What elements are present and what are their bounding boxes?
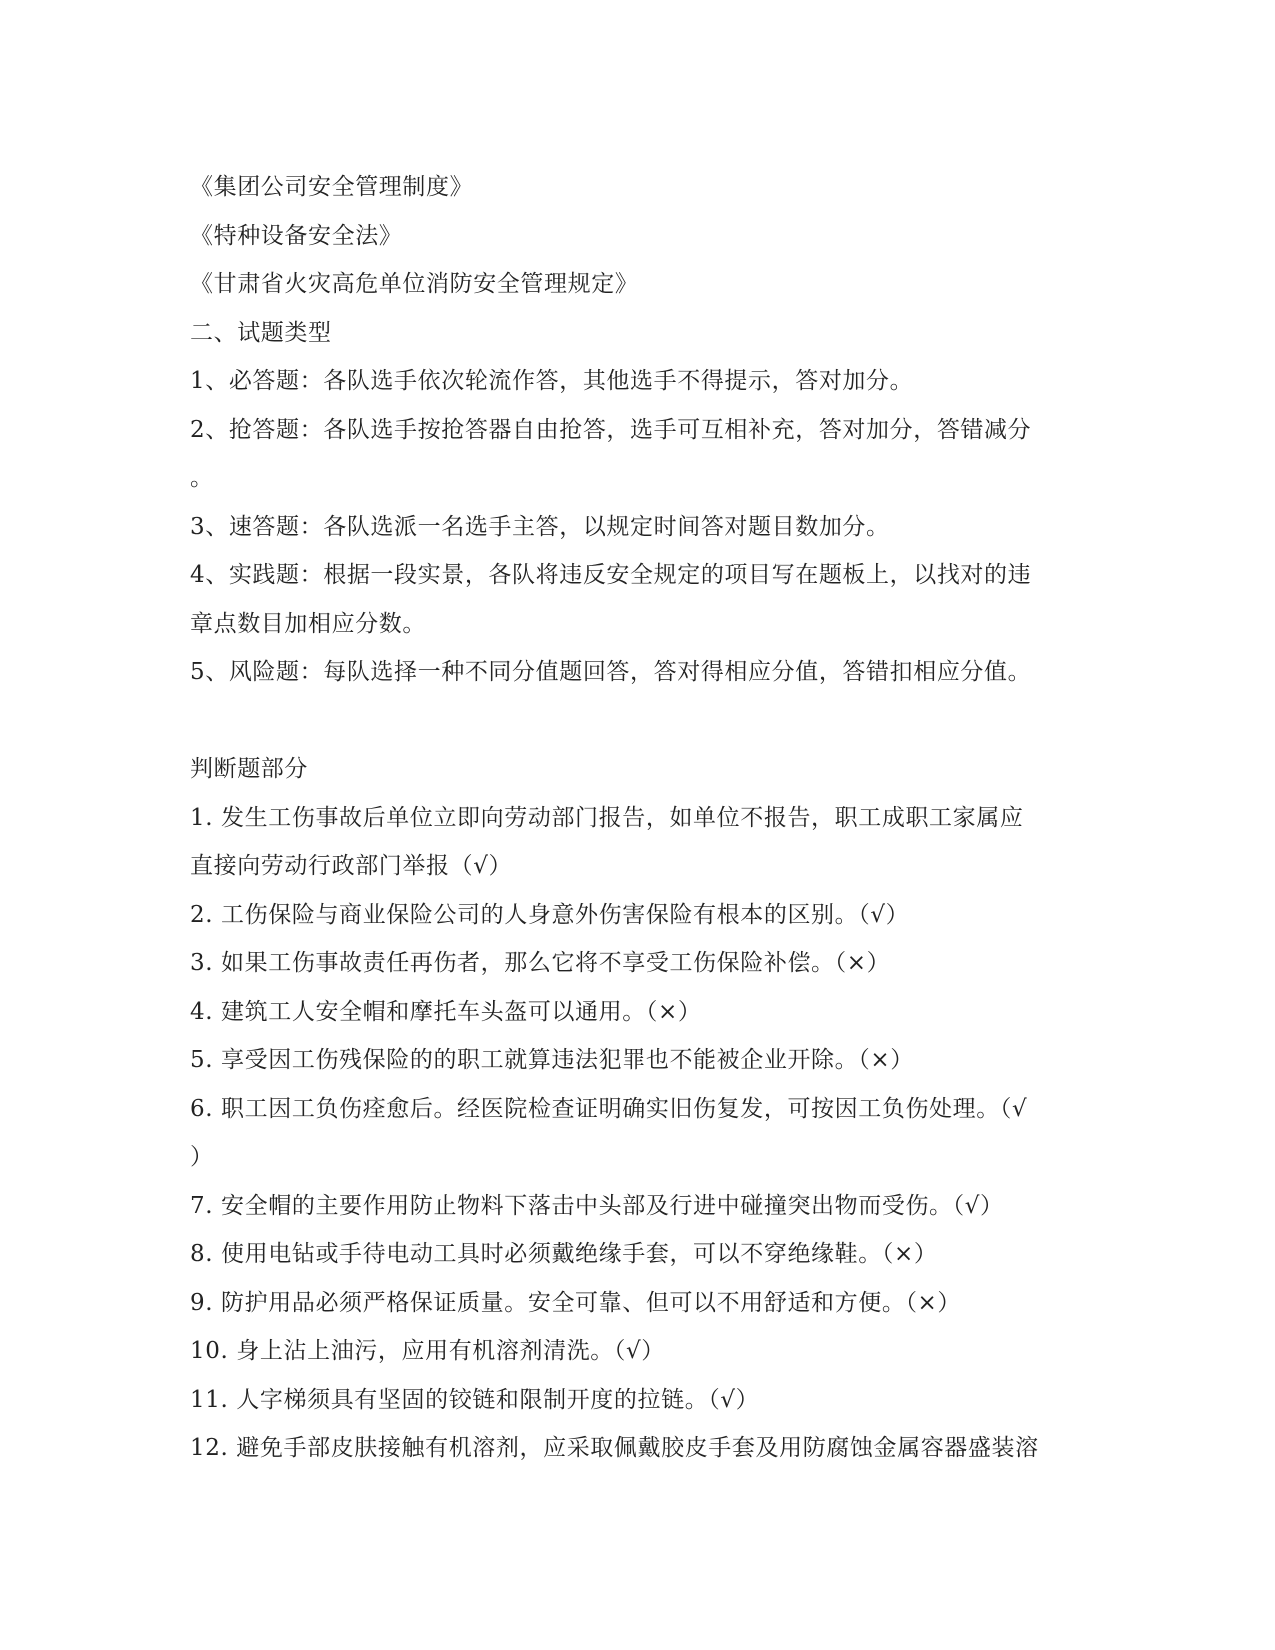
text-line: 11. 人字梯须具有坚固的铰链和限制开度的拉链。（√）	[190, 1386, 760, 1413]
text-line: 8. 使用电钻或手待电动工具时必须戴绝缘手套，可以不穿绝缘鞋。（×）	[190, 1241, 938, 1267]
text-line: 3. 如果工伤事故责任再伤者，那么它将不享受工伤保险补偿。（×）	[190, 950, 891, 976]
text-line: 2、抢答题：各队选手按抢答器自由抢答，选手可互相补充，答对加分，答错减分	[190, 416, 1032, 443]
document-body	[190, 163, 1090, 1473]
section-heading: 判断题部分	[190, 756, 308, 782]
text-line: 《甘肃省火灾高危单位消防安全管理规定》	[190, 271, 639, 297]
text-line: 3、速答题：各队选派一名选手主答，以规定时间答对题目数加分。	[190, 513, 890, 540]
text-line: 《集团公司安全管理制度》	[190, 174, 474, 200]
text-line: 1、必答题：各队选手依次轮流作答，其他选手不得提示，答对加分。	[190, 368, 914, 394]
text-line: 4. 建筑工人安全帽和摩托车头盔可以通用。（×）	[190, 998, 702, 1025]
blank-line	[190, 697, 1090, 746]
text-line: 4、实践题：根据一段实景，各队将违反安全规定的项目写在题板上，以找对的违	[190, 562, 1032, 588]
text-line: 7. 安全帽的主要作用防止物料下落击中头部及行进中碰撞突出物而受伤。（√）	[190, 1192, 1004, 1219]
text-line: 5、风险题：每队选择一种不同分值题回答，答对得相应分值，答错扣相应分值。	[190, 659, 1032, 685]
text-line: 直接向劳动行政部门举报（√）	[190, 853, 513, 879]
text-line: 。	[190, 465, 214, 491]
text-line: 12. 避免手部皮肤接触有机溶剂，应采取佩戴胶皮手套及用防腐蚀金属容器盛装溶	[190, 1435, 1039, 1461]
text-line: 6. 职工因工负伤痊愈后。经医院检查证明确实旧伤复发，可按因工负伤处理。（√	[190, 1095, 1028, 1122]
text-line: 9. 防护用品必须严格保证质量。安全可靠、但可以不用舒适和方便。（×）	[190, 1289, 962, 1316]
text-line: 10. 身上沾上油污，应用有机溶剂清洗。（√）	[190, 1338, 665, 1364]
section-heading: 二、试题类型	[190, 319, 332, 346]
text-line: 《特种设备安全法》	[190, 222, 403, 249]
text-line: 章点数目加相应分数。	[190, 610, 426, 637]
text-line: 1. 发生工伤事故后单位立即向劳动部门报告，如单位不报告，职工成职工家属应	[190, 804, 1024, 831]
text-line: 2. 工伤保险与商业保险公司的人身意外伤害保险有根本的区别。（√）	[190, 901, 910, 928]
text-line: ）	[190, 1144, 214, 1170]
text-line: 5. 享受因工伤残保险的的职工就算违法犯罪也不能被企业开除。（×）	[190, 1047, 914, 1073]
